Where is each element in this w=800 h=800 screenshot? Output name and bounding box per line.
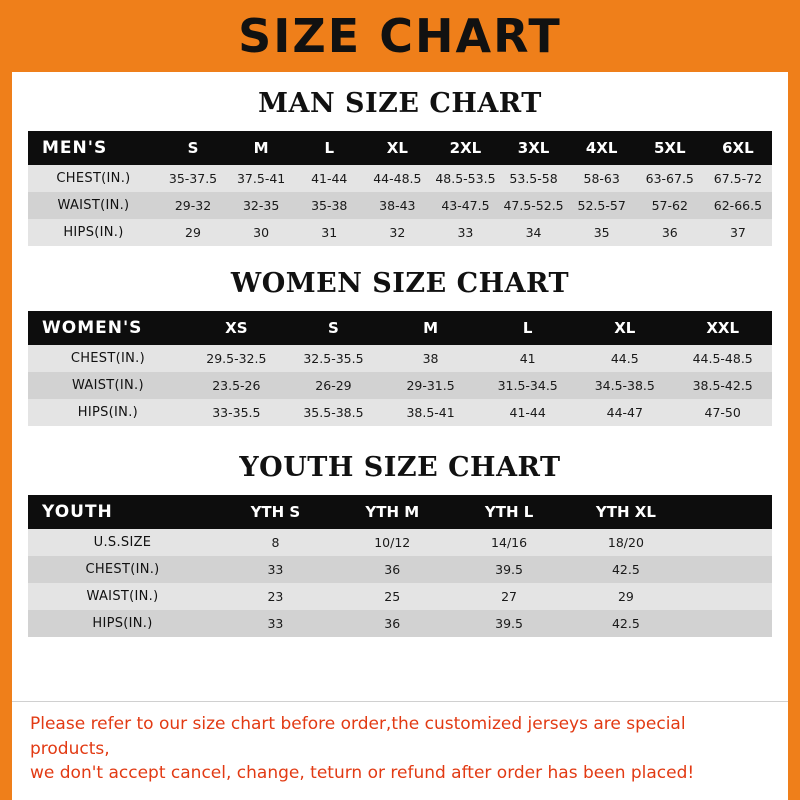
table-cell: 53.5-58 <box>500 165 568 192</box>
table-row <box>28 529 772 556</box>
table-row <box>28 372 772 399</box>
youth-header-cell: YTH M <box>334 495 451 529</box>
table-cell: 39.5 <box>451 610 568 637</box>
women-header-cell: WOMEN'S <box>28 311 188 345</box>
row-label: WAIST(IN.) <box>28 372 188 399</box>
row-label: CHEST(IN.) <box>28 345 188 372</box>
table-cell: 41-44 <box>295 165 363 192</box>
man-header-cell: MEN'S <box>28 131 159 165</box>
youth-header-spacer <box>684 495 772 529</box>
table-row <box>28 345 772 372</box>
women-header-cell: M <box>382 311 479 345</box>
table-cell: 32-35 <box>227 192 295 219</box>
table-cell: 30 <box>227 219 295 246</box>
youth-section-title: YOUTH SIZE CHART <box>239 452 561 483</box>
youth-table-head <box>28 495 772 529</box>
table-cell: 38.5-42.5 <box>673 372 772 399</box>
table-cell: 31 <box>295 219 363 246</box>
table-cell: 26-29 <box>285 372 382 399</box>
youth-table-body <box>28 529 772 637</box>
table-cell: 38 <box>382 345 479 372</box>
man-table-head <box>28 131 772 165</box>
table-cell: 35 <box>568 219 636 246</box>
chart-content <box>12 72 788 701</box>
table-cell: 35-38 <box>295 192 363 219</box>
table-cell: 34 <box>500 219 568 246</box>
table-cell: 14/16 <box>451 529 568 556</box>
youth-header-cell: YOUTH <box>28 495 217 529</box>
table-cell-spacer <box>684 583 772 610</box>
table-cell: 33 <box>217 556 334 583</box>
man-header-cell: 2XL <box>431 131 499 165</box>
table-cell: 31.5-34.5 <box>479 372 576 399</box>
table-cell: 23 <box>217 583 334 610</box>
table-cell: 47.5-52.5 <box>500 192 568 219</box>
table-cell: 32.5-35.5 <box>285 345 382 372</box>
table-cell: 42.5 <box>567 610 684 637</box>
women-header-cell: L <box>479 311 576 345</box>
table-cell: 33 <box>217 610 334 637</box>
table-cell-spacer <box>684 610 772 637</box>
table-cell: 44.5 <box>576 345 673 372</box>
man-header-cell: 3XL <box>500 131 568 165</box>
page-title: SIZE CHART <box>238 9 562 63</box>
table-cell: 29-31.5 <box>382 372 479 399</box>
table-cell: 39.5 <box>451 556 568 583</box>
table-cell: 36 <box>636 219 704 246</box>
row-label: WAIST(IN.) <box>28 583 217 610</box>
women-header-cell: XS <box>188 311 285 345</box>
row-label: HIPS(IN.) <box>28 399 188 426</box>
table-cell: 23.5-26 <box>188 372 285 399</box>
table-cell: 29 <box>159 219 227 246</box>
table-cell: 62-66.5 <box>704 192 772 219</box>
man-header-cell: M <box>227 131 295 165</box>
table-row <box>28 583 772 610</box>
table-cell: 36 <box>334 610 451 637</box>
footer-line-1: Please refer to our size chart before order,the customized jerseys are special products, <box>30 714 686 759</box>
table-cell: 41-44 <box>479 399 576 426</box>
table-cell-spacer <box>684 529 772 556</box>
row-label: HIPS(IN.) <box>28 219 159 246</box>
women-table-body <box>28 345 772 426</box>
table-cell: 48.5-53.5 <box>431 165 499 192</box>
table-cell: 27 <box>451 583 568 610</box>
table-cell: 38.5-41 <box>382 399 479 426</box>
women-section-title: WOMEN SIZE CHART <box>230 268 570 299</box>
table-cell: 42.5 <box>567 556 684 583</box>
row-label: WAIST(IN.) <box>28 192 159 219</box>
table-cell: 25 <box>334 583 451 610</box>
row-label: CHEST(IN.) <box>28 165 159 192</box>
women-header-cell: XXL <box>673 311 772 345</box>
table-cell: 37.5-41 <box>227 165 295 192</box>
table-row <box>28 556 772 583</box>
table-cell: 52.5-57 <box>568 192 636 219</box>
table-cell: 58-63 <box>568 165 636 192</box>
table-cell: 35-37.5 <box>159 165 227 192</box>
table-cell: 38-43 <box>363 192 431 219</box>
youth-header-cell: YTH XL <box>567 495 684 529</box>
table-row <box>28 219 772 246</box>
table-cell: 10/12 <box>334 529 451 556</box>
man-size-table <box>28 131 772 246</box>
table-cell: 18/20 <box>567 529 684 556</box>
women-table-head <box>28 311 772 345</box>
table-cell: 67.5-72 <box>704 165 772 192</box>
table-cell: 35.5-38.5 <box>285 399 382 426</box>
row-label: U.S.SIZE <box>28 529 217 556</box>
banner <box>12 0 788 72</box>
youth-header-cell: YTH S <box>217 495 334 529</box>
table-header-row <box>28 495 772 529</box>
table-row <box>28 165 772 192</box>
table-cell: 29-32 <box>159 192 227 219</box>
table-cell: 33-35.5 <box>188 399 285 426</box>
women-header-cell: S <box>285 311 382 345</box>
women-size-table <box>28 311 772 426</box>
man-header-cell: 5XL <box>636 131 704 165</box>
table-cell: 34.5-38.5 <box>576 372 673 399</box>
man-section-title: MAN SIZE CHART <box>258 88 542 119</box>
row-label: HIPS(IN.) <box>28 610 217 637</box>
table-cell: 44-48.5 <box>363 165 431 192</box>
man-table-body <box>28 165 772 246</box>
table-cell: 33 <box>431 219 499 246</box>
table-cell: 32 <box>363 219 431 246</box>
table-cell: 37 <box>704 219 772 246</box>
row-label: CHEST(IN.) <box>28 556 217 583</box>
women-header-cell: XL <box>576 311 673 345</box>
youth-header-cell: YTH L <box>451 495 568 529</box>
table-cell: 47-50 <box>673 399 772 426</box>
table-cell-spacer <box>684 556 772 583</box>
table-cell: 36 <box>334 556 451 583</box>
man-header-cell: XL <box>363 131 431 165</box>
table-cell: 43-47.5 <box>431 192 499 219</box>
footer-note <box>12 701 788 800</box>
table-cell: 29.5-32.5 <box>188 345 285 372</box>
man-header-cell: S <box>159 131 227 165</box>
table-row <box>28 192 772 219</box>
man-header-cell: 6XL <box>704 131 772 165</box>
table-header-row <box>28 131 772 165</box>
man-header-cell: 4XL <box>568 131 636 165</box>
table-cell: 41 <box>479 345 576 372</box>
table-cell: 44.5-48.5 <box>673 345 772 372</box>
table-cell: 29 <box>567 583 684 610</box>
table-cell: 57-62 <box>636 192 704 219</box>
man-header-cell: L <box>295 131 363 165</box>
table-row <box>28 610 772 637</box>
footer-line-2: we don't accept cancel, change, teturn or refund after order has been placed! <box>30 763 695 784</box>
table-row <box>28 399 772 426</box>
table-cell: 63-67.5 <box>636 165 704 192</box>
table-header-row <box>28 311 772 345</box>
table-cell: 44-47 <box>576 399 673 426</box>
table-cell: 8 <box>217 529 334 556</box>
youth-size-table <box>28 495 772 637</box>
